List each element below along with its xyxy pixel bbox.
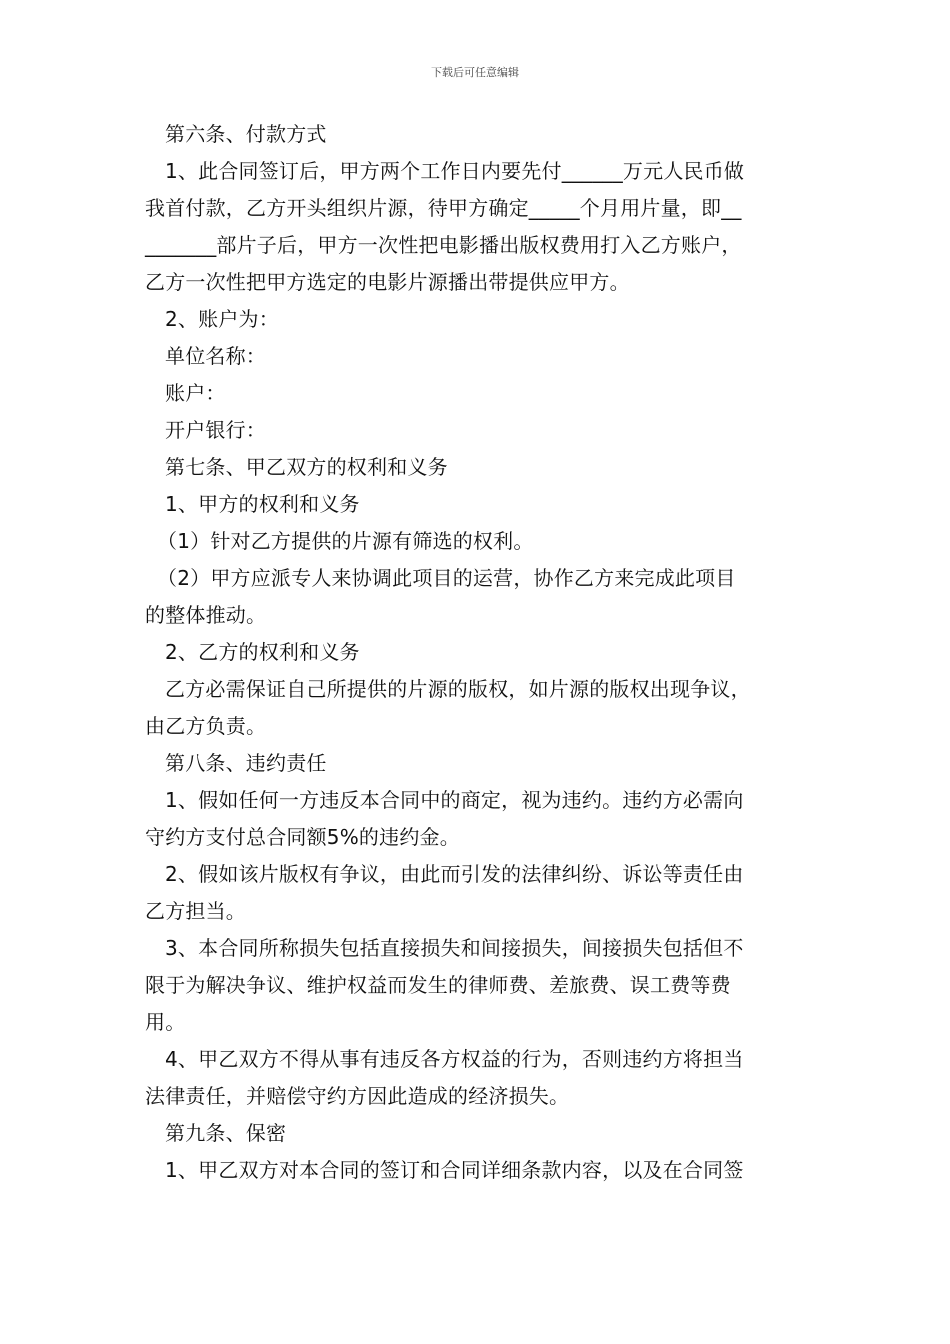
paragraph-line: 1、甲方的权利和义务 (165, 492, 360, 516)
paragraph-line: 开户银行： (165, 418, 266, 442)
paragraph-line: 乙方一次性把甲方选定的电影片源播出带提供应甲方。 (145, 270, 630, 294)
page-header: 下载后可任意编辑 (431, 66, 519, 79)
paragraph-line: 账户： (165, 381, 226, 405)
section-heading: 第八条、违约责任 (165, 751, 327, 775)
section-heading: 第六条、付款方式 (165, 122, 327, 146)
paragraph-line: _______部片子后，甲方一次性把电影播出版权费用打入乙方账户， (145, 233, 742, 257)
paragraph-line: 用。 (145, 1010, 186, 1034)
paragraph-line: 1、假如任何一方违反本合同中的商定，视为违约。违约方必需向 (165, 788, 744, 812)
paragraph-line: 乙方担当。 (145, 899, 246, 923)
paragraph-line: （1）针对乙方提供的片源有筛选的权利。 (157, 529, 534, 553)
section-heading: 第九条、保密 (165, 1121, 287, 1145)
paragraph-line: 单位名称： (165, 344, 266, 368)
paragraph-line: 3、本合同所称损失包括直接损失和间接损失，间接损失包括但不 (165, 936, 744, 960)
paragraph-line: 2、乙方的权利和义务 (165, 640, 360, 664)
paragraph-line: 1、此合同签订后，甲方两个工作日内要先付______万元人民币做 (165, 159, 745, 183)
paragraph-line: 法律责任，并赔偿守约方因此造成的经济损失。 (145, 1084, 570, 1108)
paragraph-line: 4、甲乙双方不得从事有违反各方权益的行为，否则违约方将担当 (165, 1047, 744, 1071)
paragraph-line: （2）甲方应派专人来协调此项目的运营，协作乙方来完成此项目 (157, 566, 736, 590)
paragraph-line: 限于为解决争议、维护权益而发生的律师费、差旅费、误工费等费 (145, 973, 731, 997)
paragraph-line: 我首付款，乙方开头组织片源，待甲方确定_____个月用片量，即__ (145, 196, 742, 220)
paragraph-line: 2、假如该片版权有争议，由此而引发的法律纠纷、诉讼等责任由 (165, 862, 744, 886)
paragraph-line: 守约方支付总合同额5%的违约金。 (145, 825, 460, 849)
paragraph-line: 乙方必需保证自己所提供的片源的版权，如片源的版权出现争议， (165, 677, 751, 701)
section-heading: 第七条、甲乙双方的权利和义务 (165, 455, 448, 479)
paragraph-line: 的整体推动。 (145, 603, 267, 627)
paragraph-line: 2、账户为： (165, 307, 279, 331)
paragraph-line: 由乙方负责。 (145, 714, 267, 738)
paragraph-line: 1、甲乙双方对本合同的签订和合同详细条款内容，以及在合同签 (165, 1158, 744, 1182)
document-body (145, 116, 825, 1189)
